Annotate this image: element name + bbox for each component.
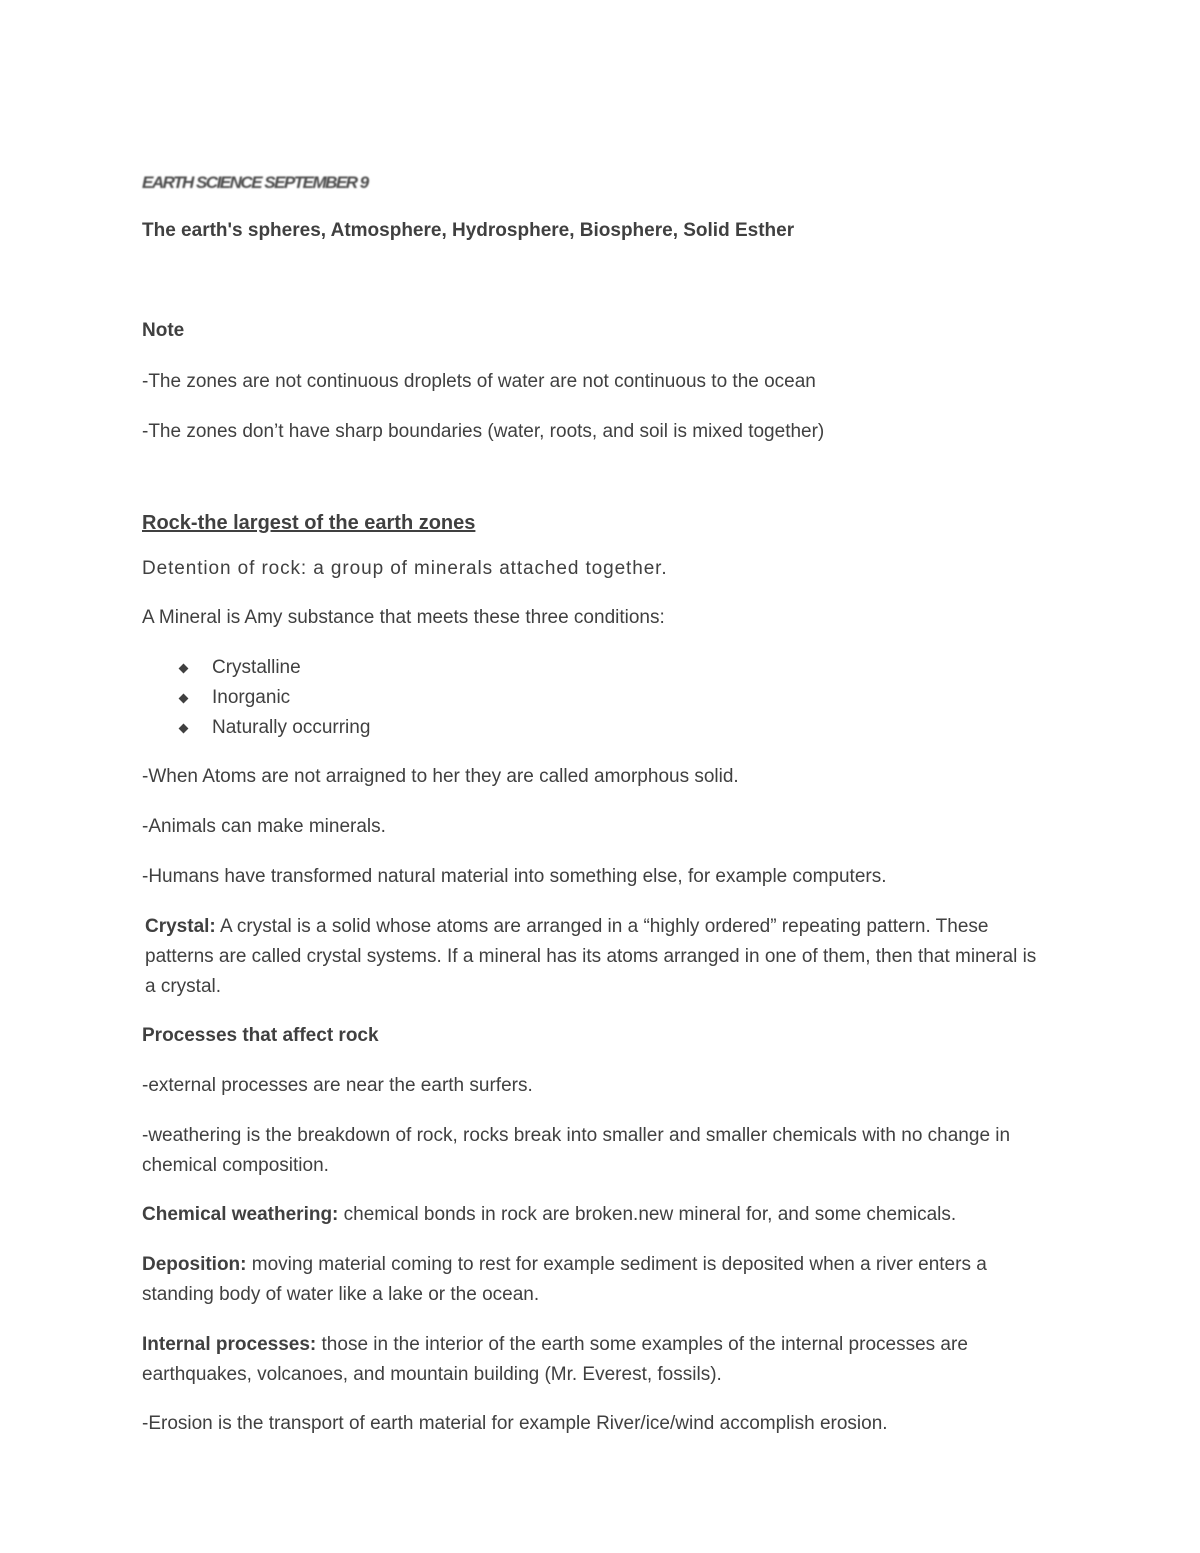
processes-heading: Processes that affect rock — [142, 1025, 379, 1046]
rock-section-heading: Rock-the largest of the earth zones — [142, 512, 476, 534]
document-title: EARTH SCIENCE SEPTEMBER 9 — [142, 173, 368, 192]
note-heading: Note — [142, 320, 185, 341]
note-line: -The zones don’t have sharp boundaries (water, roots, and soil is mixed together) — [142, 421, 825, 442]
list-item-label: Naturally occurring — [212, 717, 371, 738]
deposition-text: moving material coming to rest for example sediment is deposited when a river enters a standing body of water like a lake or the ocean. — [142, 1254, 987, 1305]
bullet-icon — [179, 664, 189, 674]
chemical-weathering-paragraph — [142, 1200, 1052, 1230]
chemical-weathering-term: Chemical weathering: — [142, 1204, 339, 1225]
crystal-term: Crystal: — [145, 916, 216, 937]
external-processes-line: -external processes are near the earth surfers. — [142, 1075, 533, 1096]
list-item — [180, 713, 370, 743]
crystal-paragraph — [145, 912, 1050, 1002]
internal-processes-term: Internal processes: — [142, 1334, 317, 1355]
bullet-icon — [179, 724, 189, 734]
document-subtitle: The earth's spheres, Atmosphere, Hydrosphere, Biosphere, Solid Esther — [142, 220, 795, 241]
deposition-paragraph — [142, 1250, 1052, 1310]
rock-line: -When Atoms are not arraigned to her they are called amorphous solid. — [142, 766, 739, 787]
rock-line: -Humans have transformed natural material into something else, for example computers. — [142, 866, 887, 887]
rock-line: -Animals can make minerals. — [142, 816, 386, 837]
list-item — [180, 683, 370, 713]
list-item-label: Inorganic — [212, 687, 291, 708]
internal-processes-text: those in the interior of the earth some examples of the internal processes are earthquakes, volcanoes, and mountain building (Mr. Everest, fossils). — [142, 1334, 968, 1385]
weathering-paragraph: -weathering is the breakdown of rock, rocks break into smaller and smaller chemicals with no change in chemical composition. — [142, 1125, 1011, 1176]
internal-processes-paragraph — [142, 1330, 1052, 1390]
list-item-label: Crystalline — [212, 657, 301, 678]
chemical-weathering-text: chemical bonds in rock are broken.new mineral for, and some chemicals. — [338, 1204, 957, 1225]
note-line: -The zones are not continuous droplets of water are not continuous to the ocean — [142, 371, 816, 392]
deposition-term: Deposition: — [142, 1254, 247, 1275]
crystal-text: A crystal is a solid whose atoms are arranged in a “highly ordered” repeating pattern. These patterns are called crystal systems. If a mineral has its atoms arranged in one of them, then that mineral is a crystal. — [145, 916, 1037, 997]
bullet-icon — [179, 694, 189, 704]
list-item — [180, 653, 370, 683]
erosion-line: -Erosion is the transport of earth material for example River/ice/wind accomplish erosion. — [142, 1413, 888, 1434]
mineral-intro: A Mineral is Amy substance that meets these three conditions: — [142, 607, 665, 628]
mineral-conditions-list — [180, 653, 370, 743]
rock-definition: Detention of rock: a group of minerals attached together. — [142, 558, 668, 579]
